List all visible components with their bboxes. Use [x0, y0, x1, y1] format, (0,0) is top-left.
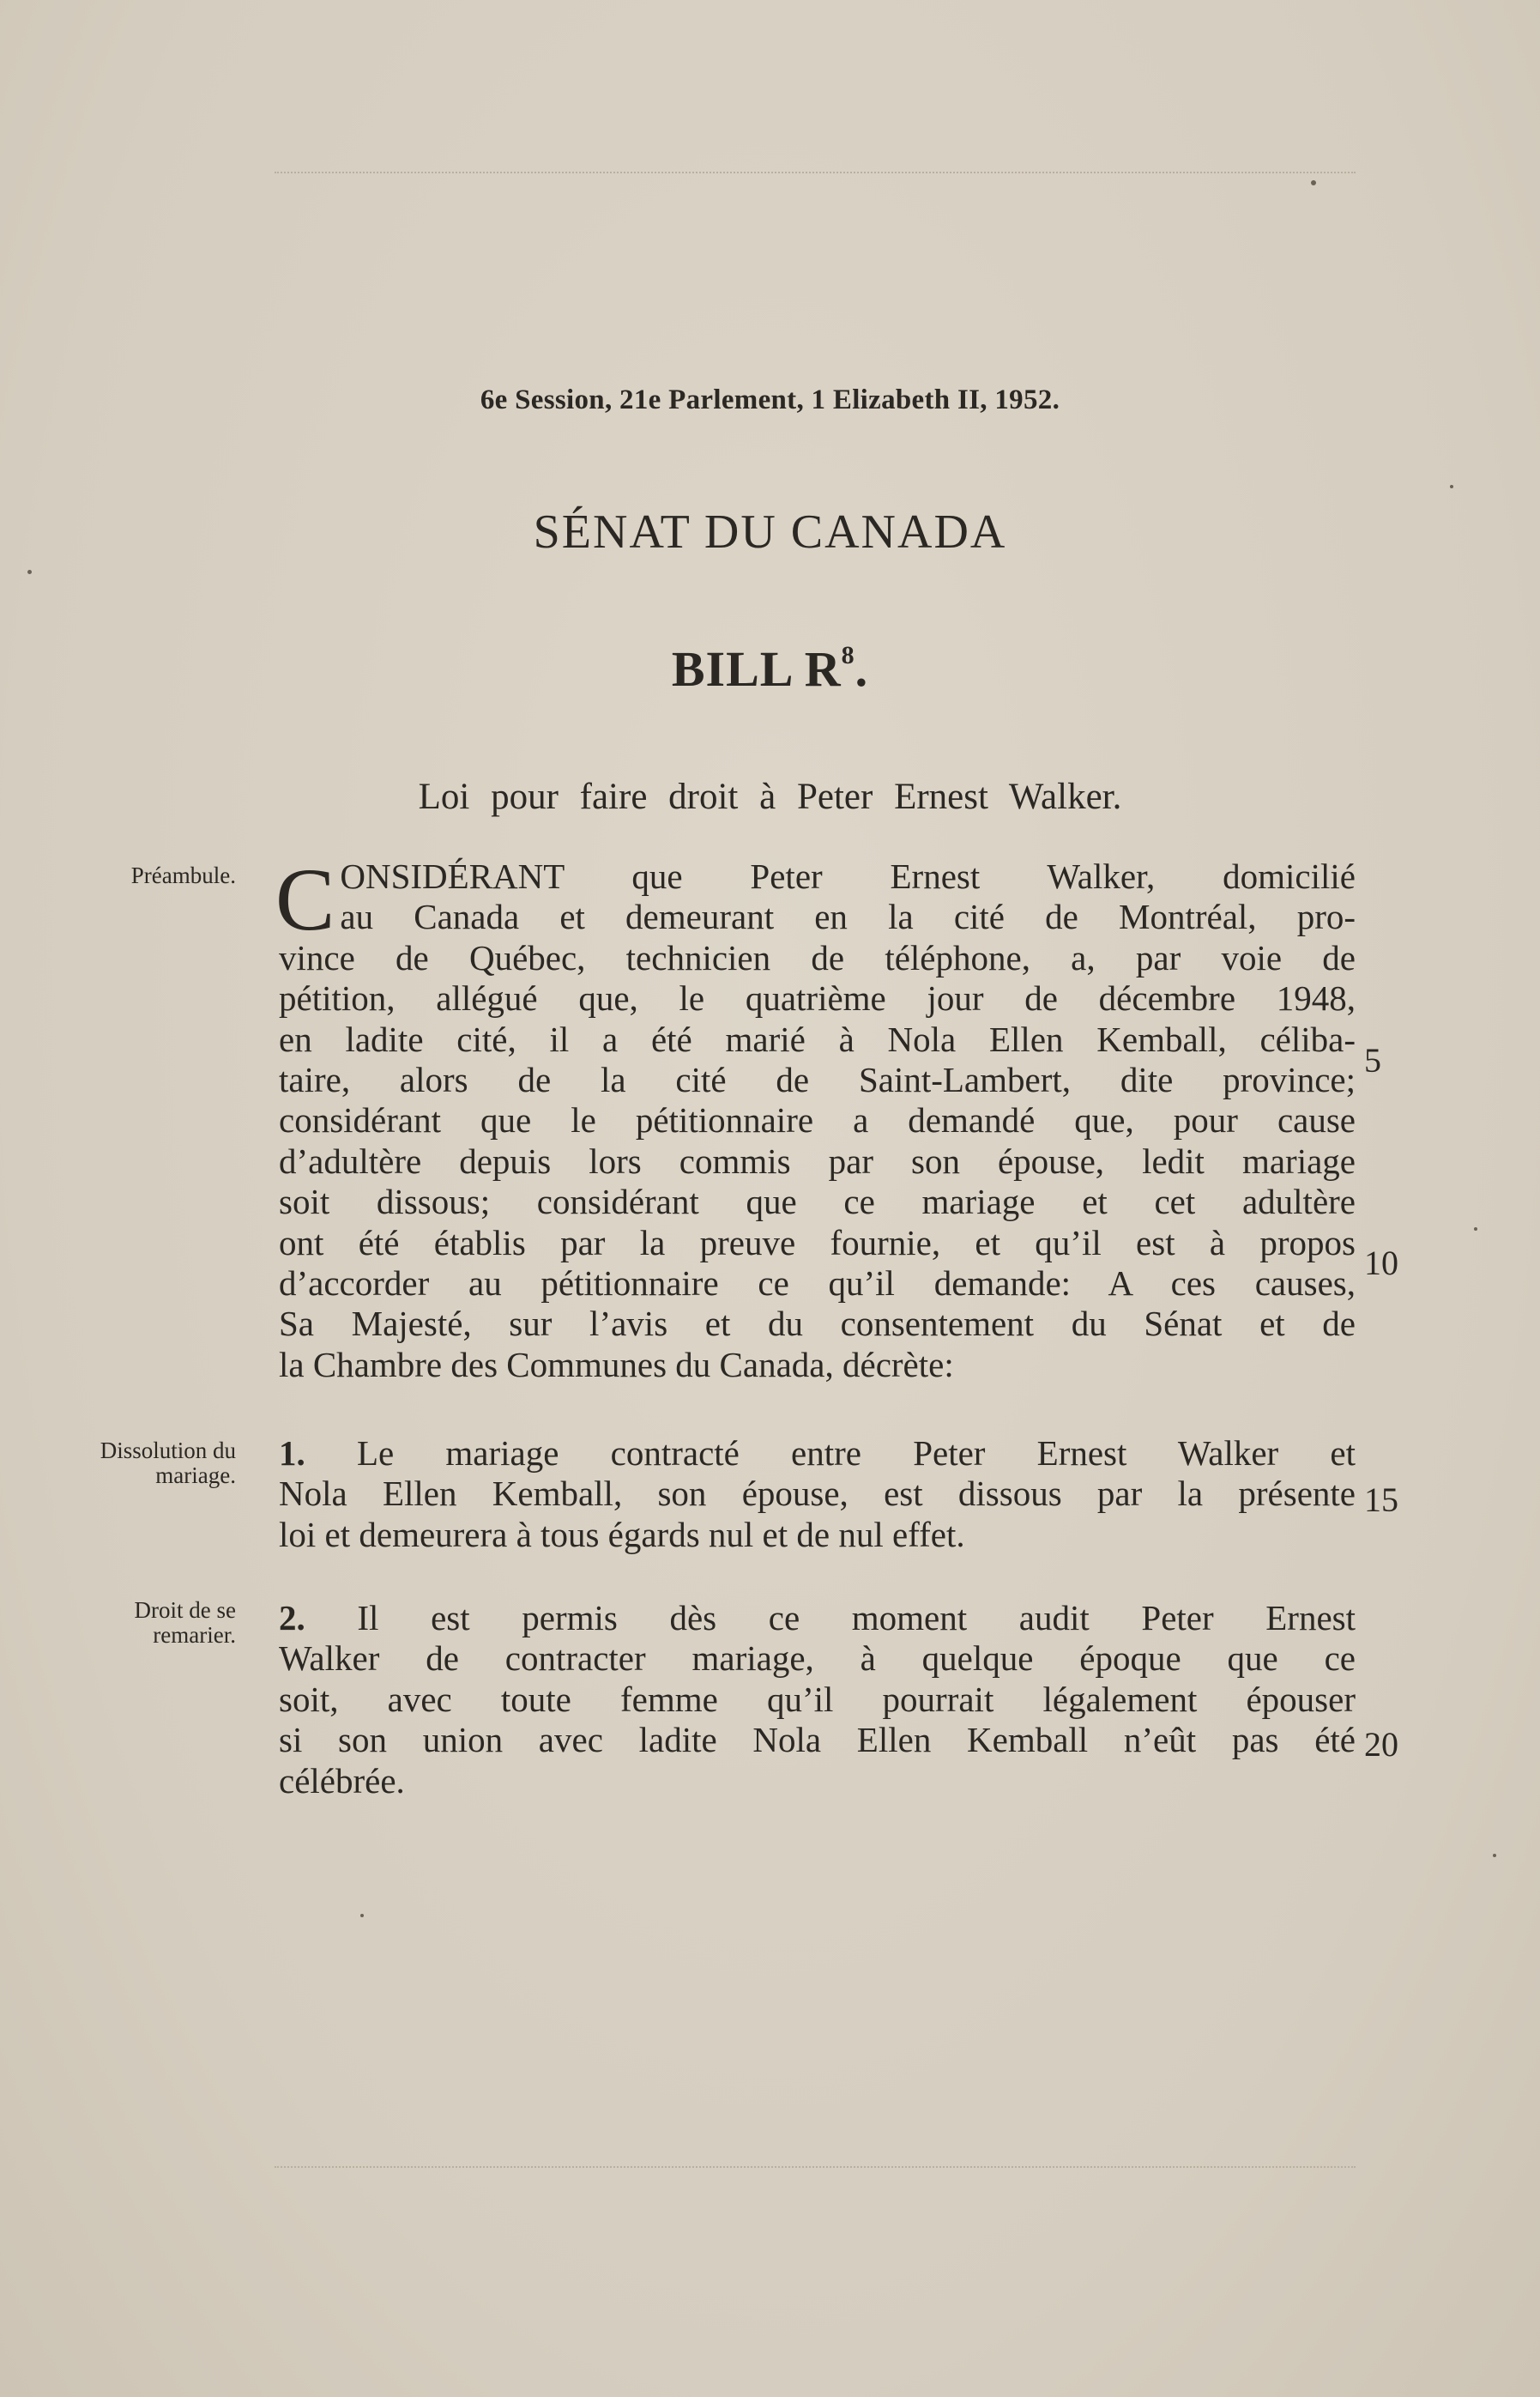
- preamble-line: pétition, allégué que, le quatrième jour de décembre 1948,: [279, 978, 1356, 1019]
- preamble-line: soit dissous; considérant que ce mariage et cet adultère: [279, 1182, 1356, 1222]
- preamble-line: vince de Québec, technicien de téléphone, a, par voie de: [279, 937, 1356, 978]
- preamble-line: Sa Majesté, sur l’avis et du consentement du Sénat et de: [279, 1304, 1356, 1344]
- preamble-line: taire, alors de la cité de Saint-Lambert, dite province;: [279, 1059, 1356, 1099]
- paper-speck: [1493, 1854, 1496, 1857]
- paper-speck: [1474, 1227, 1477, 1231]
- section-1-number: 1.: [279, 1433, 305, 1473]
- preamble-line: ont été établis par la preuve fournie, et qu’il est à propos: [279, 1222, 1356, 1262]
- margin-note-dissolution: Dissolution du mariage.: [100, 1438, 236, 1488]
- section-1-line-first: [279, 1433, 1356, 1474]
- chamber-title: SÉNAT DU CANADA: [533, 505, 1007, 559]
- section-2-line: célébrée.: [279, 1760, 405, 1801]
- line-number-10: 10: [1364, 1244, 1398, 1282]
- preamble-line: en ladite cité, il a été marié à Nola Ellen Kemball, céliba-: [279, 1019, 1356, 1059]
- preamble-line: ONSIDÉRANT que Peter Ernest Walker, domicilié: [340, 857, 1356, 896]
- faint-rule-bottom: [275, 2166, 1356, 2170]
- bill-number-superscript: 8: [841, 641, 855, 669]
- section-1-paragraph: [279, 1433, 1356, 1555]
- margin-note-preamble: Préambule.: [130, 863, 236, 888]
- bill-title-period: .: [855, 641, 869, 697]
- section-2-line: Walker de contracter mariage, à quelque époque que ce: [279, 1638, 1356, 1679]
- preamble-paragraph: [275, 850, 1356, 1385]
- line-number-20: 20: [1364, 1725, 1398, 1764]
- preamble-line: la Chambre des Communes du Canada, décrète:: [279, 1344, 954, 1384]
- section-2-paragraph: [279, 1598, 1356, 1801]
- section-1-line: loi et demeurera à tous égards nul et de nul effet.: [279, 1514, 965, 1554]
- section-2-line: si son union avec ladite Nola Ellen Kemball n’eût pas été: [279, 1720, 1356, 1760]
- paper-speck: [27, 570, 32, 574]
- line-number-15: 15: [1364, 1480, 1398, 1519]
- faint-rule-top: [275, 172, 1356, 175]
- margin-note-remarriage: Droit de se remarier.: [134, 1597, 236, 1648]
- session-header: 6e Session, 21e Parlement, 1 Elizabeth II, 1952.: [480, 384, 1060, 415]
- section-1-line: Nola Ellen Kemball, son épouse, est dissous par la présente: [279, 1474, 1356, 1514]
- short-title: Loi pour faire droit à Peter Ernest Walker.: [418, 777, 1122, 817]
- section-1-line-text: Le mariage contracté entre Peter Ernest Walker et: [356, 1433, 1356, 1473]
- section-2-number: 2.: [279, 1598, 305, 1637]
- section-2-line-first: [279, 1598, 1356, 1638]
- preamble-line: d’adultère depuis lors commis par son épouse, ledit mariage: [279, 1141, 1356, 1181]
- section-2-line-text: Il est permis dès ce moment audit Peter Ernest: [357, 1598, 1356, 1637]
- bill-title-text: BILL R: [671, 641, 842, 697]
- dropcap-letter: C: [275, 850, 335, 949]
- bill-title: [0, 640, 1540, 698]
- line-number-5: 5: [1364, 1041, 1381, 1080]
- preamble-line: d’accorder au pétitionnaire ce qu’il demande: A ces causes,: [279, 1262, 1356, 1303]
- preamble-line: au Canada et demeurant en la cité de Montréal, pro-: [340, 897, 1356, 937]
- paper-speck: [1311, 180, 1316, 185]
- paper-speck: [360, 1914, 364, 1917]
- section-2-line: soit, avec toute femme qu’il pourrait légalement épouser: [279, 1679, 1356, 1719]
- preamble-line: considérant que le pétitionnaire a demandé que, pour cause: [279, 1100, 1356, 1141]
- paper-speck: [1450, 485, 1453, 488]
